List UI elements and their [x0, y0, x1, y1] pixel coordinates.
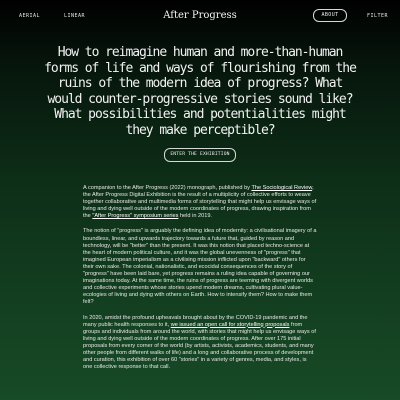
- open-call-link[interactable]: we issued an open call for storytelling proposals: [170, 321, 290, 328]
- nav-linear-link[interactable]: LINEAR: [64, 13, 86, 19]
- enter-exhibition-button[interactable]: ENTER THE EXHIBITION: [164, 148, 236, 162]
- site-title[interactable]: After Progress: [163, 10, 237, 21]
- hero-question: How to reimagine human and more-than-human forms of life and ways of flourishing from the ruins of the modern idea of progress? What would counter-progressive stories sound like? What possibilities and potentialities might they make perceptible?: [44, 45, 356, 138]
- paragraph-1: A companion to the After Progress (2022) monograph, published by The Sociological Review, the After Progress Digital Exhibition is the result of a multiplicity of collective efforts to weave together collaborative and multimedia forms of storytelling that might help us envisage ways of living and dying well outside of the modern coordinates of progress, drawing inspiration from the "After Progress" symposium series held in 2019.: [83, 185, 317, 220]
- filter-button[interactable]: FILTER: [367, 13, 389, 19]
- about-text: [83, 185, 317, 379]
- paragraph-3: In 2020, amidst the profound upheavals brought about by the COVID-19 pandemic and the many public health responses to it, we issued an open call for storytelling proposals from groups and individuals from around the world, with stories that might help us envisage ways of living and dying well outside of the modern coordinates of progress. After over 175 initial proposals from every corner of the world (by artists, activists, academics, students, and many other people from different walks of life) and a long and collaborative process of development and curation, this exhibition of over 60 "stories" in a variety of genres, media, and styles, is one collective response to that call.: [83, 314, 316, 371]
- paragraph-2: The notion of "progress" is arguably the defining idea of modernity: a civilisational imagery of a boundless, linear, and upwards trajectory towards a future that, guided by reason and technology, will be "better" than the present. It was this notion that placed techno-science at the heart of modern political culture, and it was the global unevenness of "progress" that imagined European imperialism as a civilising mission inflicted upon "backward" others for their own sake. The colonial, nationalistic, and ecocidal consequences of the story of "progress" have been laid bare, yet progress remains a ruling idea capable of governing our imaginations today. At the same time, the ruins of progress are teeming with divergent worlds and collective experiments whose stories upend modern dreams, cultivating plural value-ecologies of living and dying with others on Earth. How to intensify them? How to make them felt?: [83, 228, 317, 306]
- symposium-series-link[interactable]: "After Progress" symposium series: [92, 213, 179, 220]
- sociological-review-link[interactable]: The Sociological Review: [251, 185, 313, 191]
- nav-aerial-link[interactable]: AERIAL: [19, 13, 41, 19]
- top-nav: [0, 0, 400, 34]
- about-button[interactable]: ABOUT: [313, 9, 347, 22]
